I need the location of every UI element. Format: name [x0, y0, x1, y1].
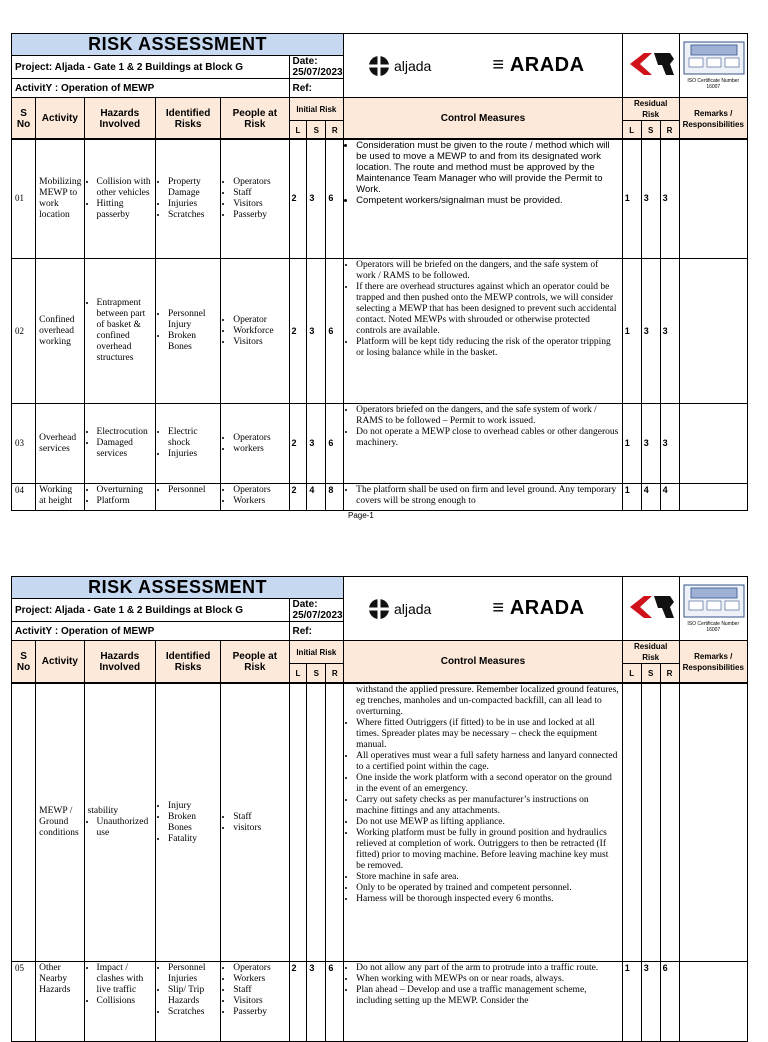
- remarks-cell: [679, 484, 747, 511]
- table-row: [12, 484, 748, 511]
- control-measures-cell: [344, 404, 623, 484]
- initial-risk-rating: 6: [326, 404, 344, 484]
- residual-risk-rating: [660, 684, 679, 962]
- people-cell: [221, 962, 289, 1042]
- date-label: Date: 25/07/2023: [289, 599, 344, 622]
- control-list-item: • Operators will be briefed on the dangers, and the safe system of work / RAMS to be followed.: [356, 260, 619, 282]
- risk-list-item: • Property Damage: [168, 177, 217, 199]
- people-list-item: • Staff: [233, 985, 285, 996]
- risks-cell: [156, 484, 221, 511]
- people-cell: [221, 404, 289, 484]
- people-list-item: • workers: [233, 444, 285, 455]
- residual-likelihood: 1: [622, 962, 641, 1042]
- date-label: Date: 25/07/2023: [289, 56, 344, 79]
- serial-number: 02: [12, 259, 36, 404]
- serial-number: 01: [12, 139, 36, 259]
- activity-cell: Other Nearby Hazards: [36, 962, 84, 1042]
- initial-severity: 3: [307, 404, 326, 484]
- activity-cell: Mobilizing MEWP to work location: [36, 139, 84, 259]
- control-list-item: • Working platform must be fully in ground position and hydraulics relieved at completion of work. Outriggers to then be retracted (If fitted) prior to moving machine. Before leaving machine key must be removed.: [356, 828, 619, 872]
- people-list-item: • Workforce: [233, 326, 285, 337]
- residual-severity: 4: [641, 484, 660, 511]
- hazard-list-item: • Collision with other vehicles: [97, 177, 152, 199]
- people-list-item: • Visitors: [233, 996, 285, 1007]
- initial-severity: [307, 684, 326, 962]
- risk-list: [159, 177, 217, 221]
- control-list-item: • When working with MEWPs on or near roads, always.: [356, 974, 619, 985]
- aljada-icon: [368, 55, 390, 77]
- control-list-item: • All operatives must wear a full safety harness and lanyard connected to a certified point within the cage.: [356, 751, 619, 773]
- iso-certification-icon: [683, 41, 745, 75]
- control-list-item: • Plan ahead – Develop and use a traffic management scheme, including setting up the MEWP. Consider the: [356, 985, 619, 1007]
- control-list-item: • Competent workers/signalman must be provided.: [356, 195, 619, 206]
- activity-label: ActivitY : Operation of MEWP: [12, 79, 290, 98]
- initial-severity: 3: [307, 962, 326, 1042]
- people-list-item: • Operator: [233, 315, 285, 326]
- people-list-item: • Workers: [233, 974, 285, 985]
- people-cell: [221, 684, 289, 962]
- control-list: [347, 140, 619, 206]
- residual-risk-rating: 3: [660, 404, 679, 484]
- control-list-item: • Platform will be kept tidy reducing the risk of the operator tripping or losing balance while in the basket.: [356, 337, 619, 359]
- residual-severity: 3: [641, 259, 660, 404]
- table-row: [12, 962, 748, 1042]
- risk-list: [159, 801, 217, 845]
- people-list-item: • Operators: [233, 177, 285, 188]
- hazards-cell: [84, 684, 155, 962]
- residual-likelihood: 1: [622, 259, 641, 404]
- residual-severity: 3: [641, 139, 660, 259]
- activity-cell: MEWP / Ground conditions: [36, 684, 84, 962]
- risk-list-item: • Scratches: [168, 210, 217, 221]
- people-list-item: • Operators: [233, 485, 285, 496]
- people-list-item: • Passerby: [233, 210, 285, 221]
- remarks-cell: [679, 962, 747, 1042]
- hazard-list-item: • Electrocution: [97, 427, 152, 438]
- aljada-icon: [368, 598, 390, 620]
- table-row: [12, 684, 748, 962]
- initial-likelihood: 2: [289, 484, 307, 511]
- risks-cell: [156, 684, 221, 962]
- people-list-item: • Passerby: [233, 1007, 285, 1018]
- control-list-item: • The platform shall be used on firm and level ground. Any temporary covers will be strong enough to: [356, 485, 619, 507]
- contractor-logo-icon: [626, 51, 676, 77]
- project-label: Project: Aljada - Gate 1 & 2 Buildings at Block G: [12, 56, 290, 79]
- risk-list-item: • Personnel: [168, 485, 217, 496]
- control-list-item: • Do not use MEWP as lifting appliance.: [356, 817, 619, 828]
- contractor-logo-icon: [626, 594, 676, 620]
- hazard-list-item: • Unauthorized use: [97, 817, 152, 839]
- ref-label: Ref:: [289, 622, 344, 641]
- arada-logo: ≡ ARADA: [492, 597, 585, 619]
- control-list-item: • Carry out safety checks as per manufacturer’s instructions on machine fittings and any attachments.: [356, 795, 619, 817]
- hazard-text: stability: [87, 806, 119, 816]
- initial-risk-rating: 8: [326, 484, 344, 511]
- control-list-item: • Store machine in safe area.: [356, 872, 619, 883]
- arada-logo: ≡ ARADA: [492, 54, 585, 76]
- residual-risk-rating: 3: [660, 139, 679, 259]
- hazard-list-item: • Collisions: [97, 996, 152, 1007]
- iso-certification-icon: [683, 584, 745, 618]
- people-list-item: • visitors: [233, 823, 285, 834]
- hazards-cell: [84, 484, 155, 511]
- risk-list-item: • Slip/ Trip Hazards: [168, 985, 217, 1007]
- initial-likelihood: 2: [289, 404, 307, 484]
- people-list-item: • Staff: [233, 188, 285, 199]
- people-cell: [221, 259, 289, 404]
- control-list-item: • Do not operate a MEWP close to overhead cables or other dangerous machinery.: [356, 427, 619, 449]
- remarks-cell: [679, 139, 747, 259]
- serial-number: [12, 684, 36, 962]
- initial-likelihood: 2: [289, 139, 307, 259]
- activity-cell: Overhead services: [36, 404, 84, 484]
- ref-label: Ref:: [289, 79, 344, 98]
- hazard-list: [88, 817, 152, 839]
- hazard-list-item: • Impact / clashes with live traffic: [97, 963, 152, 996]
- project-label: Project: Aljada - Gate 1 & 2 Buildings at Block G: [12, 599, 290, 622]
- residual-likelihood: 1: [622, 484, 641, 511]
- risk-list-item: • Broken Bones: [168, 331, 217, 353]
- remarks-cell: [679, 259, 747, 404]
- control-list: [347, 485, 619, 507]
- risk-table-page-1: [11, 138, 748, 511]
- people-list-item: • Visitors: [233, 337, 285, 348]
- serial-number: 03: [12, 404, 36, 484]
- initial-likelihood: [289, 684, 307, 962]
- people-list: [224, 485, 285, 507]
- risk-list: [159, 485, 217, 496]
- control-measures-cell: [344, 139, 623, 259]
- hazards-cell: [84, 139, 155, 259]
- residual-likelihood: 1: [622, 404, 641, 484]
- hazard-list: [88, 177, 152, 221]
- residual-risk-rating: 3: [660, 259, 679, 404]
- hazards-cell: [84, 404, 155, 484]
- initial-severity: 4: [307, 484, 326, 511]
- header-table: RISK ASSESSMENT aljada ≡ ARADA ISO Certificate Number 16007 Project: Aljada - Gate 1 & 2 Buildings at Block G Date: 25/07/2023 ActivitY : Operation of MEWP Ref: S No Activity Hazards Involved Identified Risks People at Risk Initial Risk Control Measures Residual Risk Remarks / Responsibilities L S R L S R: [11, 33, 748, 140]
- risk-list-item: • Fatality: [168, 834, 217, 845]
- control-list: [347, 963, 619, 1007]
- control-list-item: • Operators briefed on the dangers, and the safe system of work / RAMS to be followed – Permit to work issued.: [356, 405, 619, 427]
- risk-list-item: • Injury: [168, 801, 217, 812]
- control-list-item: • If there are overhead structures against which an operator could be trapped and then pushed onto the MEWP controls, we will consider selecting a MEWP that has been designed to prevent such accidental contact. Noted MEWPs with shrouded or otherwise protected controls are available.: [356, 282, 619, 337]
- control-measures-cell: [344, 962, 623, 1042]
- initial-risk-rating: 6: [326, 259, 344, 404]
- initial-risk-rating: 6: [326, 139, 344, 259]
- initial-risk-rating: [326, 684, 344, 962]
- page-title: RISK ASSESSMENT: [12, 34, 344, 56]
- residual-severity: [641, 684, 660, 962]
- risks-cell: [156, 139, 221, 259]
- aljada-logo: aljada: [347, 598, 452, 620]
- risk-assessment-sheet-2: [11, 576, 748, 1042]
- hazard-list-item: • Overturning: [97, 485, 152, 496]
- control-list-item: • Consideration must be given to the route / method which will be used to move a MEWP to and from its designated work location. The route and method must be approved by the Maintenance Team Manager who will provide the Permit to Work.: [356, 140, 619, 195]
- control-measures-cell: [344, 684, 623, 962]
- people-list-item: • Staff: [233, 812, 285, 823]
- risks-cell: [156, 404, 221, 484]
- residual-severity: 3: [641, 404, 660, 484]
- activity-label: ActivitY : Operation of MEWP: [12, 622, 290, 641]
- control-list-item: • Harness will be thorough inspected every 6 months.: [356, 894, 619, 905]
- control-list-item: • Where fitted Outriggers (if fitted) to be in use and locked at all times. Spreader plates may be necessary – check the equipment manual.: [356, 718, 619, 751]
- risks-cell: [156, 259, 221, 404]
- activity-cell: Confined overhead working: [36, 259, 84, 404]
- risk-list-item: • Injuries: [168, 199, 217, 210]
- hazards-cell: [84, 259, 155, 404]
- people-list: [224, 315, 285, 348]
- hazard-list: [88, 963, 152, 1007]
- people-list-item: • Workers: [233, 496, 285, 507]
- people-list: [224, 812, 285, 834]
- table-row: [12, 259, 748, 404]
- activity-cell: Working at height: [36, 484, 84, 511]
- serial-number: 04: [12, 484, 36, 511]
- hazard-list-item: • Hitting passerby: [97, 199, 152, 221]
- hazard-list: [88, 427, 152, 460]
- control-list-item: • Do not allow any part of the arm to protrude into a traffic route.: [356, 963, 619, 974]
- control-measures-cell: [344, 484, 623, 511]
- initial-risk-rating: 6: [326, 962, 344, 1042]
- risk-body-table: [11, 683, 748, 1042]
- control-list: [347, 405, 619, 449]
- people-cell: [221, 139, 289, 259]
- hazard-list: [88, 485, 152, 507]
- residual-risk-rating: 4: [660, 484, 679, 511]
- risk-list-item: • Electric shock: [168, 427, 217, 449]
- people-list-item: • Operators: [233, 963, 285, 974]
- people-cell: [221, 484, 289, 511]
- control-list: [347, 718, 619, 905]
- people-list: [224, 177, 285, 221]
- page-title: RISK ASSESSMENT: [12, 577, 344, 599]
- hazard-list: [88, 298, 152, 364]
- initial-likelihood: 2: [289, 259, 307, 404]
- remarks-cell: [679, 404, 747, 484]
- control-measures-cell: [344, 259, 623, 404]
- initial-severity: 3: [307, 139, 326, 259]
- people-list: [224, 963, 285, 1018]
- risk-body-table: [11, 138, 748, 511]
- people-list: [224, 433, 285, 455]
- risks-cell: [156, 962, 221, 1042]
- page-number: Page-1: [348, 511, 374, 520]
- risk-list-item: • Broken Bones: [168, 812, 217, 834]
- table-row: [12, 139, 748, 259]
- initial-severity: 3: [307, 259, 326, 404]
- initial-likelihood: 2: [289, 962, 307, 1042]
- residual-severity: 3: [641, 962, 660, 1042]
- aljada-logo: aljada: [347, 55, 452, 77]
- people-list-item: • Operators: [233, 433, 285, 444]
- serial-number: 05: [12, 962, 36, 1042]
- control-list-item: • Only to be operated by trained and competent personnel.: [356, 883, 619, 894]
- header-table: RISK ASSESSMENT aljada ≡ ARADA ISO Certificate Number 16007 Project: Aljada - Gate 1 & 2 Buildings at Block G Date: 25/07/2023 ActivitY : Operation of MEWP Ref: S No Activity Hazards Involved Identified Risks People at Risk Initial Risk Control Measures Residual Risk Remarks / Responsibilities L S R L S R: [11, 576, 748, 683]
- residual-likelihood: 1: [622, 139, 641, 259]
- control-list: [347, 260, 619, 359]
- risk-list: [159, 309, 217, 353]
- risk-list-item: • Injuries: [168, 449, 217, 460]
- hazards-cell: [84, 962, 155, 1042]
- risk-list-item: • Personnel Injuries: [168, 963, 217, 985]
- table-row: [12, 404, 748, 484]
- remarks-cell: [679, 684, 747, 962]
- hazard-list-item: • Damaged services: [97, 438, 152, 460]
- risk-list: [159, 963, 217, 1018]
- risk-list-item: • Personnel Injury: [168, 309, 217, 331]
- residual-likelihood: [622, 684, 641, 962]
- control-list-item: • One inside the work platform with a second operator on the ground in the event of an emergency.: [356, 773, 619, 795]
- hazard-list-item: • Platform: [97, 496, 152, 507]
- residual-risk-rating: 6: [660, 962, 679, 1042]
- control-text: withstand the applied pressure. Remember localized ground features, eg trenches, manholes and un-compacted backfill, can all lead to overturning.: [356, 685, 619, 717]
- people-list-item: • Visitors: [233, 199, 285, 210]
- risk-assessment-sheet-1: [11, 33, 748, 140]
- risk-list-item: • Scratches: [168, 1007, 217, 1018]
- hazard-list-item: • Entrapment between part of basket & confined overhead structures: [97, 298, 152, 364]
- risk-list: [159, 427, 217, 460]
